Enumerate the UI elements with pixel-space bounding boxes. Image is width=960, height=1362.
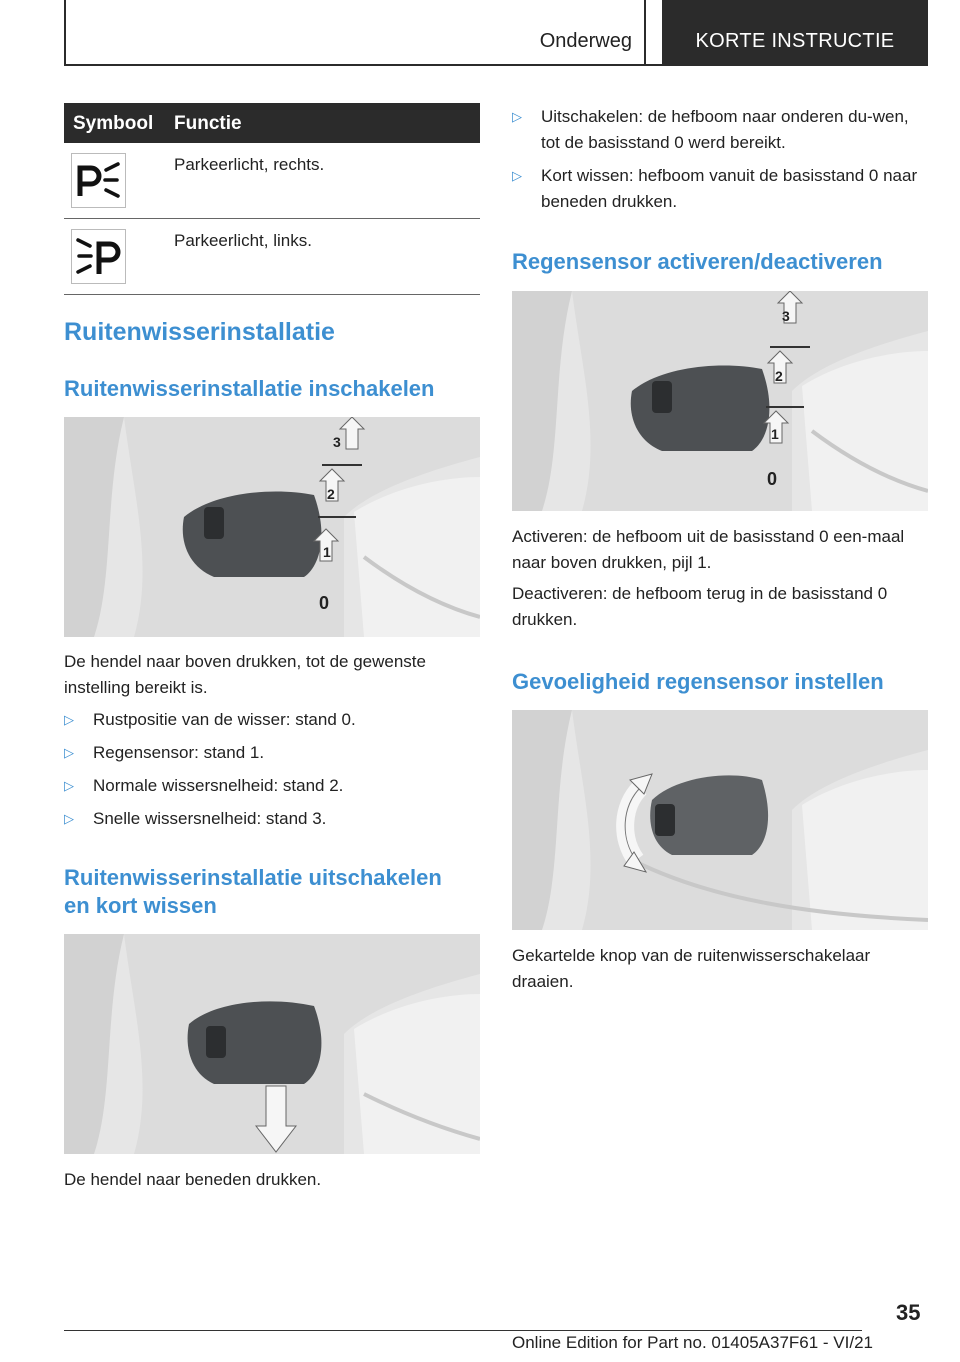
symbol-table — [64, 103, 480, 295]
table-header — [64, 103, 480, 143]
rain-sensor-activate-text: Activeren: de hefboom uit de basisstand 0 een-maal naar boven drukken, pijl 1. — [512, 527, 905, 572]
figure-wiper-lever-up — [64, 417, 480, 637]
bullet-triangle-icon: ▷ — [512, 168, 522, 183]
bullet-triangle-icon: ▷ — [512, 109, 522, 124]
list-item: ▷ Rustpositie van de wisser: stand 0. — [64, 707, 480, 733]
section-title: Ruitenwisserinstallatie — [64, 318, 335, 346]
list-item: ▷ Uitschakelen: de hefboom naar onderen du-wen, tot de basisstand 0 werd bereikt. — [512, 104, 928, 156]
chapter-tab-label: KORTE INSTRUCTIE — [695, 30, 895, 52]
position-label: 3 — [333, 434, 341, 450]
figure-wiper-lever-down — [64, 934, 480, 1154]
row-function-text: Parkeerlicht, links. — [174, 231, 312, 250]
edition-text: Online Edition for Part no. 01405A37F61 - VI/21 — [512, 1333, 874, 1352]
bullet-triangle-icon: ▷ — [64, 778, 74, 793]
col-function-header: Functie — [174, 113, 242, 134]
bullet-triangle-icon: ▷ — [64, 811, 74, 826]
bullet-triangle-icon: ▷ — [64, 712, 74, 727]
position-label: 2 — [775, 368, 783, 384]
switch-on-list — [64, 707, 480, 839]
list-item: ▷ Kort wissen: hefboom vanuit de basisstand 0 naar beneden drukken. — [512, 163, 928, 215]
subsection-title-switch-on: Ruitenwisserinstallatie inschakelen — [64, 376, 435, 401]
footer-rule — [64, 1330, 862, 1331]
subsection-title-sensitivity: Gevoeligheid regensensor instellen — [512, 669, 884, 694]
sensitivity-caption: Gekartelde knop van de ruitenwisserschakelaar draaien. — [512, 946, 871, 991]
section-tab — [64, 0, 646, 64]
switch-on-intro: De hendel naar boven drukken, tot de gewenste instelling bereikt is. — [64, 652, 426, 697]
table-row — [64, 219, 480, 295]
position-label: 3 — [782, 308, 790, 324]
parking-light-left-icon — [71, 229, 126, 284]
col-symbol-header: Symbool — [73, 113, 154, 134]
header-rule — [64, 64, 928, 66]
position-label: 1 — [323, 544, 331, 560]
bullet-triangle-icon: ▷ — [64, 745, 74, 760]
list-item: ▷ Snelle wissersnelheid: stand 3. — [64, 806, 480, 832]
list-item: ▷ Normale wissersnelheid: stand 2. — [64, 773, 480, 799]
section-tab-label: Onderweg — [539, 30, 632, 52]
table-row — [64, 143, 480, 219]
rain-sensor-deactivate-text: Deactiveren: de hefboom terug in de basisstand 0 drukken. — [512, 584, 888, 629]
list-item: ▷ Regensensor: stand 1. — [64, 740, 480, 766]
position-label: 2 — [327, 486, 335, 502]
page-number: 35 — [896, 1300, 921, 1325]
position-label: 0 — [319, 593, 330, 613]
subsection-title-rain-sensor: Regensensor activeren/deactiveren — [512, 249, 883, 274]
figure-rain-sensor-lever — [512, 291, 928, 511]
subsection-title-switch-off: Ruitenwisserinstallatie uitschakelen en kort wissen — [64, 865, 442, 918]
switch-off-caption: De hendel naar beneden drukken. — [64, 1170, 322, 1189]
row-function-text: Parkeerlicht, rechts. — [174, 155, 325, 174]
position-label: 1 — [771, 426, 779, 442]
chapter-tab — [662, 0, 928, 64]
parking-light-right-icon — [71, 153, 126, 208]
switch-off-list — [512, 104, 928, 222]
position-label: 0 — [767, 469, 778, 489]
figure-sensitivity-knob — [512, 710, 928, 930]
